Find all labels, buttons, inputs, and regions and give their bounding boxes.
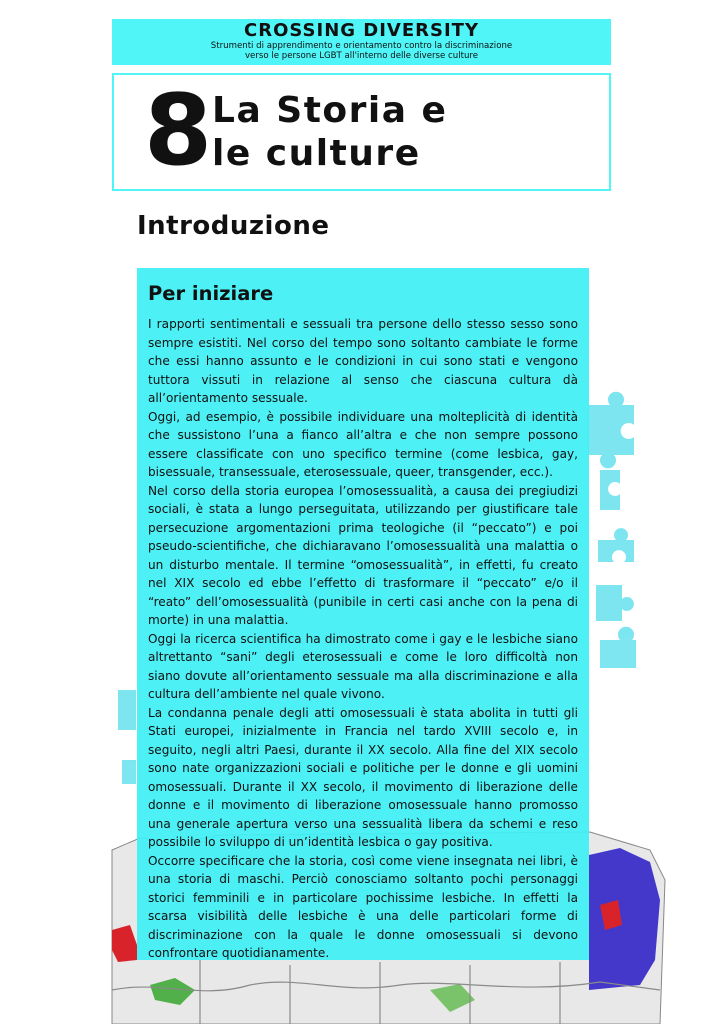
box-body <box>148 315 578 963</box>
paragraph-5: La condanna penale degli atti omosessuali è stata abolita in tutti gli Stati europei, inizialmente in Francia nel tardo XVIII secolo e, in seguito, negli altri Paesi, durante il XX secolo. Alla fine del XIX secolo sono nate organizzazioni sociali e politiche per le donne e gli uomini omosessuali. Durante il XX secolo, il movimento di liberazione delle donne e il movimento di liberazione omosessuale hanno promosso una generale apertura verso una sessualità libera da schemi e reso possibile lo sviluppo di un’identità lesbica o gay positiva. <box>148 705 578 849</box>
box-title: Per iniziare <box>148 282 274 305</box>
series-subtitle-line2: verso le persone LGBT all'interno delle diverse culture <box>244 51 479 61</box>
paragraph-3: Nel corso della storia europea l’omosessualità, a causa dei pregiudizi sociali, è stata a lungo perseguitata, utilizzando per giustificare tale persecuzione argomentazioni prima teologiche (il “peccato”) e poi pseudo-scientifiche, che dichiaravano l’omosessualità una malattia o un disturbo mentale. Il termine “omosessualità”, in effetti, fu creato nel XIX secolo ed ebbe l’effetto di trasformare il “peccato” e/o il “reato” dell’omosessualità (punibile in certi casi anche con la pena di morte) in una malattia. <box>148 483 578 627</box>
section-heading: Introduzione <box>137 211 330 241</box>
series-subtitle-line1: Strumenti di apprendimento e orientamento contro la discriminazione <box>210 41 513 51</box>
paragraph-4: Oggi la ricerca scientifica ha dimostrato come i gay e le lesbiche siano altrettanto “sani” degli eterosessuali e come le loro difficoltà non siano dovute all’orientamento sessuale ma alla discriminazione e alla cultura dell’ambiente nel quale vivono. <box>148 631 578 701</box>
chapter-title-box <box>112 73 611 191</box>
chapter-number: 8 <box>144 74 213 188</box>
series-header <box>112 19 611 65</box>
intro-text-box <box>137 268 589 960</box>
paragraph-6: Occorre specificare che la storia, così come viene insegnata nei libri, è una storia di maschi. Perciò conosciamo soltanto pochi personaggi storici femminili e in particolare pochissime lesbiche. In effetti la scarsa visibilità delle lesbiche è una delle particolari forme di discriminazione con la quale le donne omosessuali si devono confrontare quotidianamente. <box>148 853 578 960</box>
chapter-title-line2: le culture <box>212 133 421 174</box>
paragraph-2: Oggi, ad esempio, è possibile individuare una molteplicità di identità che sussistono l’una a fianco all’altra e che non sempre possono essere classificate con uno specifico termine (come lesbica, gay, bisessuale, transessuale, eterosessuale, queer, transgender, ecc.). <box>148 409 578 479</box>
chapter-title-line1: La Storia e <box>212 90 448 131</box>
paragraph-1: I rapporti sentimentali e sessuali tra persone dello stesso sesso sono sempre esistiti. Nel corso del tempo sono soltanto cambiate le forme che essi hanno assunto e le condizioni in cui sono stati e vengono tuttora vissuti in relazione al senso che ciascuna cultura dà all’orientamento sessuale. <box>148 317 578 405</box>
series-title: CROSSING DIVERSITY <box>244 20 479 41</box>
